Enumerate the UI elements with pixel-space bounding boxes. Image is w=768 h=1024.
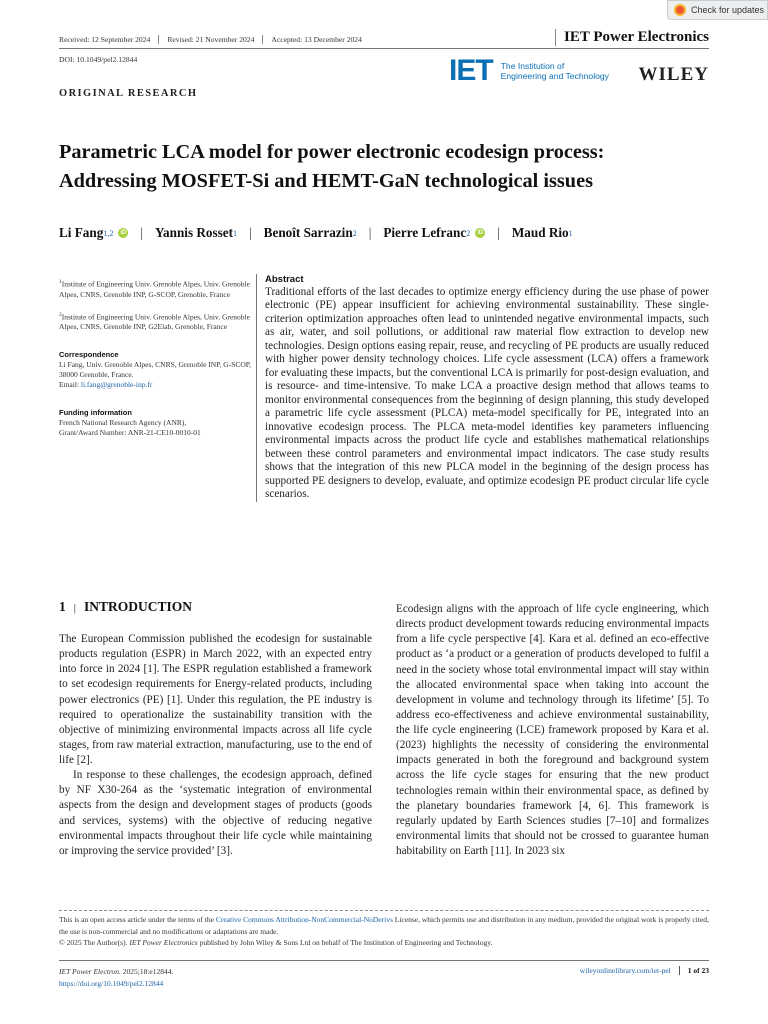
author-affiliation: 2 <box>352 228 357 238</box>
author-affiliation: 1 <box>568 228 573 238</box>
author-name[interactable]: Benoît Sarrazin <box>263 225 353 240</box>
correspondence-block <box>59 350 254 390</box>
license-divider <box>59 910 709 911</box>
funding-block <box>59 408 254 438</box>
iet-logo-mark: IET <box>449 54 493 87</box>
article-sidebar <box>59 277 254 438</box>
body-paragraph: Ecodesign aligns with the approach of life cycle engineering, which directs product development towards reducing environmental impacts from a life cycle perspective [4]. Kara et al. defined an eco-effective product as ‘a product or a generation of products developed to fulfil a need in the society whose total environmental impact will stay within the allocated environmental space when taking into account the development in volume and technology through its lifetime’ [5]. To address eco-effectiveness and achieve environmental sustainability, the life cycle engineering (LCE) framework proposed by Kara et al. (2023) highlights the necessity of considering the environmental impacts generated in both the foreground and background system across the life cycle stages for ensuring that the new product technologies remain within their environmental space, as defined by the planetary boundaries framework [4, 6]. This framework is regularly updated by Earth Sciences studies [7–10] and formalizes environmental limits that should not be crossed to guarantee human habitability on Earth [11]. In 2023 six <box>396 603 709 857</box>
author-name[interactable]: Li Fang <box>59 225 104 240</box>
body-column-right <box>396 602 709 859</box>
correspondence-text: Li Fang, Univ. Grenoble Alpes, CNRS, Grenoble INP, G-SCOP, 38000 Grenoble, France. <box>59 360 252 379</box>
author-name[interactable]: Pierre Lefranc <box>383 225 467 240</box>
footer-journal: IET Power Electron. <box>59 967 121 976</box>
footer-rule <box>59 960 709 961</box>
iet-logo-line2: Engineering and Technology <box>500 71 609 81</box>
accepted-date: Accepted: 13 December 2024 <box>271 35 362 44</box>
check-for-updates-button[interactable] <box>667 0 768 20</box>
journal-site-link[interactable]: wileyonlinelibrary.com/iet-pel <box>579 966 671 975</box>
paper-title <box>59 138 709 196</box>
header-rule <box>59 48 709 49</box>
section-heading: 1 | INTRODUCTION <box>59 599 192 614</box>
abstract-text: Traditional efforts of the last decades to optimize energy efficiency during the use phase of power electronic (PE) appear insufficient for achieving environmental sustainability. These single-criterion optimization approaches often lead to unintended negative environmental impacts, such as air, water, and soil pollutions, or additional raw material flow extraction to develop new technologies. Design options easing repair, reuse, and recycling of PE products are usually reduced with higher power density technology choices. Life cycle assessment (LCA) offers a framework for evaluating these impacts, but the conventional LCA is primarily for post-design evaluation, and is resource- and time-intensive. To make LCA a proactive design method that allows teams to monitor environmental consequences from the beginning of design planning, this study developed a parametric life cycle assessment (PLCA) meta-model specifically for PE, integrated into an innovative ecodesign process. The PLCA meta-model identifies key parameters influencing environmental impacts across the product life cycle and establishes mathematical relationships between these control parameters and environmental impact indicators. The case study results shows that the integration of this new PLCA model in the beginning of the design process has supported PE designers to develop, evaluate, and optimize ecodesign PE product circular life cycle scenarios. <box>265 286 709 501</box>
correspondence-heading: Correspondence <box>59 350 119 359</box>
orcid-icon[interactable]: iD <box>477 230 484 236</box>
section-number: 1 <box>59 599 66 614</box>
revised-date: Revised: 21 November 2024 <box>167 35 263 44</box>
email-label: Email: <box>59 380 79 389</box>
page-number: 1 of 23 <box>679 966 709 975</box>
affiliation-1: $^1$Institute of Engineering Univ. Grenoble Alpes, Univ. Grenoble Alpes, CNRS, Grenoble INP, G-SCOP, Grenoble, France <box>59 279 250 299</box>
footer-right <box>580 966 709 975</box>
update-icon <box>674 4 686 16</box>
wiley-logo: WILEY <box>638 64 709 85</box>
author-affiliation: 2 <box>466 228 471 238</box>
author-affiliation: 1 <box>233 228 238 238</box>
iet-logo-line1: The Institution of <box>500 61 565 71</box>
title-line-1: Parametric LCA model for power electronic ecodesign process: <box>59 141 605 163</box>
author-name[interactable]: Maud Rio <box>511 225 569 240</box>
author-name[interactable]: Yannis Rosset <box>154 225 234 240</box>
title-line-2: Addressing MOSFET-Si and HEMT-GaN technological issues <box>59 170 593 192</box>
orcid-icon[interactable]: iD <box>120 230 127 236</box>
body-paragraph: The European Commission published the ecodesign for sustainable products regulation (ESPR) in March 2022, with an expected entry into force in 2024 [1]. The ESPR regulation established a framework to set ecodesign requirements for Energy-related products, including power electronics (PE) [1]. Under this regulation, the PE industry is required to operationalize the sustainability transition with the objective of minimizing environmental impacts across all life cycle stages, from raw material extraction, manufacturing, use to the end of life [2]. <box>59 633 372 766</box>
author-affiliation: 1,2 <box>103 228 114 238</box>
footer-doi-link[interactable]: https://doi.org/10.1049/pel2.12844 <box>59 979 164 988</box>
funding-heading: Funding information <box>59 408 132 417</box>
iet-logo <box>449 54 609 87</box>
body-column-left <box>59 632 372 859</box>
section-title: INTRODUCTION <box>83 599 192 614</box>
body-paragraph: In response to these challenges, the ecodesign approach, defined by NF X30-264 as the ‘systematic integration of environmental aspects from the design and development stages of products (goods and services, systems) with the objective of reducing negative environmental impacts throughout their life cycle while maintaining or improving the service provided’ [3]. <box>59 769 372 857</box>
abstract-heading: Abstract <box>265 274 304 285</box>
license-notice: This is an open access article under the terms of the Creative Commons Attribution-NonCommercial-NoDerivs License, which permits use and distribution in any medium, provided the original work is properly cited, the use is non-commercial and no modifications or adaptations are made. © 2025 The Author(s). IET Power Electronics published by John Wiley & Sons Ltd on behalf of The Institution of Engineering and Technology. <box>59 915 709 948</box>
footer-citation: IET Power Electron. 2025;18:e12844. https://doi.org/10.1049/pel2.12844 <box>59 967 174 988</box>
check-for-updates-label: Check for updates <box>691 5 765 15</box>
email-link[interactable]: li.fang@grenoble-inp.fr <box>80 380 153 389</box>
received-date: Received: 12 September 2024 <box>59 35 159 44</box>
author-list: Li Fang 1,2 iD | Yannis Rosset 1 | Benoît Sarrazin 2 | Pierre Lefranc 2 iD | Maud Rio 1 <box>59 225 573 240</box>
funding-line-1: French National Research Agency (ANR), <box>59 418 187 427</box>
license-link[interactable]: Creative Commons Attribution-NonCommercial-NoDerivs <box>215 915 393 924</box>
article-dates <box>59 35 378 44</box>
funding-line-2: Grant/Award Number: ANR-21-CE10-0010-01 <box>59 428 201 437</box>
abstract <box>256 274 709 502</box>
article-type-label: ORIGINAL RESEARCH <box>59 88 198 99</box>
journal-name: IET Power Electronics <box>555 29 709 46</box>
affiliation-2: $^2$Institute of Engineering Univ. Grenoble Alpes, Univ. Grenoble Alpes, CNRS, Grenoble INP, G2Elab, Grenoble, France <box>59 311 250 331</box>
doi: DOI: 10.1049/pel2.12844 <box>59 55 138 64</box>
